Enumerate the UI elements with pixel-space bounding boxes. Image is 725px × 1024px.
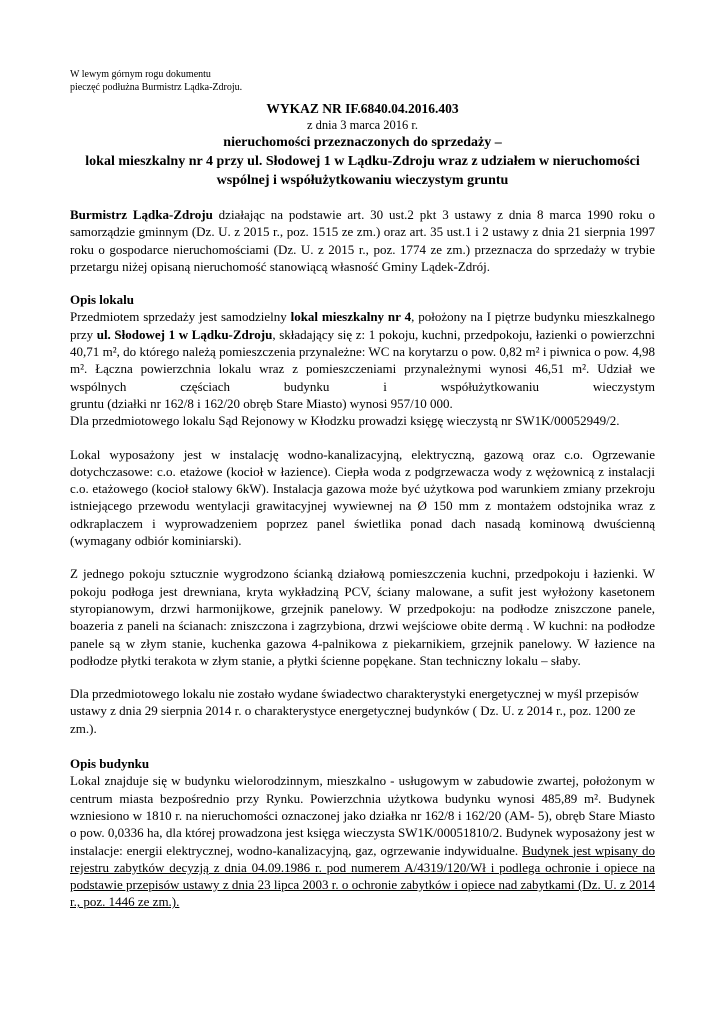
subtitle-line: lokal mieszkalny nr 4 przy ul. Słodowej 1 w Lądku-Zdroju wraz z udziałem w nieruchomości wspólnej i współużytkowaniu wieczystym gruntu xyxy=(85,154,640,188)
budynek-text: Lokal znajduje się w budynku wielorodzinnym, mieszkalno - usługowym w zabudowie zwartej, położonym w centrum miasta bezpośrednio przy Rynku. Powierzchnia użytkowa budynku wynosi 485,89 m². Budynek wzniesiono w 1810 r. na nieruchomości oznaczonej jako działka nr 162/8 i 162/20 (AM- 5), obręb Stare Miasto o pow. 0,0336 ha, dla której prowadzona jest księga wieczysta SW1K/00051810/2. Budynek wyposażony jest w instalacje: energii elektrycznej, wodno-kanalizacyjną, gaz, ogrzewanie indywidualne. xyxy=(70,773,655,858)
intro-paragraph xyxy=(70,206,655,275)
bold-run: lokal mieszkalny nr 4 xyxy=(290,309,412,325)
text-run: Przedmiotem sprzedaży jest samodzielny xyxy=(70,309,291,325)
lokal-installations-paragraph: Lokal wyposażony jest w instalację wodno-kanalizacyjną, elektryczną, gazową oraz c.o. Ogrzewanie dotychczasowe: c.o. etażowe (kocioł w łazience). Ciepła woda z podgrzewacza wody z wężownicą z instalacji c.o. etażowego (kocioł stalowy 6kW). Instalacja gazowa może być użytkowa pod warunkiem zmiany przekroju istniejącego przewodu wentylacji grawitacyjnej wywiewnej na Ø 150 mm z montażem odstojnika wraz z odkraplaczem i wyprowadzeniem poprzez panel świetlika ponad dach nasadą kominową dwuścienną (wymagany odbiór kominiarski). xyxy=(70,446,655,549)
budynek-underlined-text: Budynek jest wpisany do rejestru zabytków decyzją z dnia 04.09.1986 r. pod numerem A/4319/120/Wł i podlega ochronie i opiece na podstawie przepisów ustawy z dnia 23 lipca 2003 r. o ochronie zabytków i opiece nad zabytkami (Dz. U. z 2014 r., poz. 1446 ze zm.). xyxy=(70,842,655,910)
section-heading-opis-budynku: Opis budynku xyxy=(70,756,150,772)
document-subtitle xyxy=(70,133,655,190)
budynek-paragraph xyxy=(70,772,655,910)
header-note xyxy=(70,68,655,94)
lokal-condition-paragraph: Z jednego pokoju sztucznie wygrodzono ścianką działową pomieszczenia kuchni, przedpokoju i łazienki. W pokoju podłoga jest drewniana, kryta wykładziną PCV, ściany malowane, a sufit jest wyłożony kasetonem styropianowym, drzwi harmonijkowe, grzejnik panelowy. W przedpokoju: na podłodze zniszczone panele, boazeria z paneli na ścianach: zniszczona i zagrzybiona, drzwi wejściowe obite dermą . W kuchni: na podłodze panele są w złym stanie, kuchenka gazowa 4-palnikowa z piekarnikiem, grzejnik panelowy. W łazience na podłodze płytki terakota w złym stanie, a płytki ścienne popękane. Stan techniczny lokalu – słaby. xyxy=(70,566,655,668)
document-date: z dnia 3 marca 2016 r. xyxy=(306,118,419,132)
document-title: WYKAZ NR IF.6840.04.2016.403 xyxy=(266,101,459,116)
text-run: , składający się z: 1 pokoju, kuchni, przedpokoju, łazienki o powierzchni 40,71 m², do którego należą pomieszczenia przynależne: WC na korytarzu o pow. 0,82 m² i piwnica o pow. 4,98 m². Łączna powierzchnia lokalu wraz z pomieszczeniami przynależnymi wynosi 46,51 m². Udział we wspólnych częściach budynku i współużytkowaniu wieczystym xyxy=(70,326,655,394)
intro-text: działając na podstawie art. 30 ust.2 pkt 3 ustawy z dnia 8 marca 1990 roku o samorządzie gminnym (Dz. U. z 2015 r., poz. 1515 ze zm.) oraz art. 35 ust.1 i 2 ustawy z dnia 21 sierpnia 1997 roku o gospodarce nieruchomościami (Dz. U. z 2015 r., poz. 1774 ze zm.) przeznacza do sprzedaży w trybie przetargu niżej opisaną nieruchomość stanowiącą własność Gminy Lądek-Zdrój. xyxy=(70,207,655,274)
lokal-paragraph xyxy=(70,308,655,394)
text-run: , położony na I piętrze budynku mieszkalnego przy xyxy=(70,309,655,342)
section-heading-opis-lokalu: Opis lokalu xyxy=(70,292,134,308)
bold-run: ul. Słodowej 1 w Lądku-Zdroju xyxy=(96,326,273,342)
header-note-line: pieczęć podłużna Burmistrz Lądka-Zdroju. xyxy=(70,82,243,93)
lokal-energy-paragraph: Dla przedmiotowego lokalu nie zostało wydane świadectwo charakterystyki energetycznej w myśl przepisów ustawy z dnia 29 sierpnia 2014 r. o charakterystyce energetycznej budynków ( Dz. U. z 2014 r., poz. 1200 ze zm.). xyxy=(70,686,640,736)
header-note-line: W lewym górnym rogu dokumentu xyxy=(70,69,211,80)
lokal-kw-line: Dla przedmiotowego lokalu Sąd Rejonowy w Kłodzku prowadzi księgę wieczystą nr SW1K/00052949/2. xyxy=(70,413,620,429)
document-page xyxy=(70,68,655,911)
lokal-share-line: gruntu (działki nr 162/8 i 162/20 obręb Stare Miasto) wynosi 957/10 000. xyxy=(70,395,453,411)
subtitle-line: nieruchomości przeznaczonych do sprzedaży – xyxy=(223,135,502,150)
intro-bold-lead: Burmistrz Lądka-Zdroju xyxy=(70,207,213,222)
